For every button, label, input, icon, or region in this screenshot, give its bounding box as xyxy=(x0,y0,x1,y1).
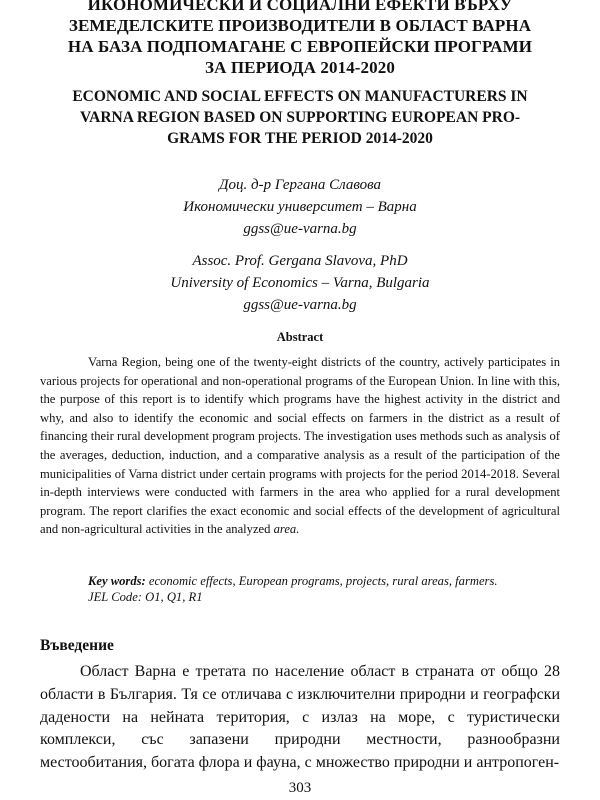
title-en-line: ECONOMIC AND SOCIAL EFFECTS ON MANUFACTURERS IN xyxy=(72,88,528,105)
title-en-line: GRAMS FOR THE PERIOD 2014-2020 xyxy=(167,130,433,147)
keywords-text: economic effects, European programs, projects, rural areas, farmers. xyxy=(148,574,498,588)
author-name-bg: Доц. д-р Гергана Славова xyxy=(218,177,382,193)
title-en-line: VARNA REGION BASED ON SUPPORTING EUROPEAN PRO- xyxy=(79,109,521,126)
author-block xyxy=(0,174,600,316)
introduction-text: Област Варна е третата по население област в страната от общо 28 области в България. Тя се отличава с изключителни природни и географски дадености на нейната територия, с излаз на море, с туристически комплекси, със запазени природни местности, разнообразни местообитания, богата флора и фауна, с множество природни и антропоген- xyxy=(40,663,560,772)
title-english xyxy=(12,86,588,149)
title-bg-line: НА БАЗА ПОДПОМАГАНЕ С ЕВРОПЕЙСКИ ПРОГРАМИ xyxy=(67,37,533,56)
abstract-heading: Abstract xyxy=(276,330,324,344)
author-email-bg[interactable]: ggss@ue-varna.bg xyxy=(243,221,357,237)
keywords-line xyxy=(88,572,588,590)
abstract-text-main: Varna Region, being one of the twenty-eight districts of the country, actively participates in various projects for operational and non-operational programs of the European Union. In line with this, the purpose of this report is to identify which programs have the highest activity in the district and why, and also to identify the economic and social effects on farmers in the district as a result of financing their rural development program projects. The investigation uses methods such as analysis of the averages, deduction, induction, and a comparative analysis as a result of the participation of the municipalities of Varna district under certain programs with projects for the period 2014-2018. Several in-depth interviews were conducted with farmers in the area who applied for a rural development program. The report clarifies the exact economic and social effects of the development of agricultural and non-agricultural activities in the analyzed xyxy=(40,355,560,537)
introduction-heading: Въведение xyxy=(40,637,114,654)
keywords-label: Key words: xyxy=(88,574,146,588)
page-number: 303 xyxy=(288,780,312,796)
author-affiliation-en: University of Economics – Varna, Bulgaria xyxy=(170,275,430,291)
author-affiliation-bg: Икономически университет – Варна xyxy=(183,199,417,215)
jel-code: JEL Code: O1, Q1, R1 xyxy=(88,590,203,604)
abstract-last-word: area. xyxy=(273,522,300,537)
author-name-en: Assoc. Prof. Gergana Slavova, PhD xyxy=(192,253,408,269)
title-bg-line: ИКОНОМИЧЕСКИ И СОЦИАЛНИ ЕФЕКТИ ВЪРХУ xyxy=(87,0,513,14)
title-bulgarian xyxy=(20,0,580,78)
title-bg-line: ЗА ПЕРИОДА 2014-2020 xyxy=(205,58,395,77)
abstract-text xyxy=(40,353,560,539)
title-bg-line: ЗЕМЕДЕЛСКИТЕ ПРОИЗВОДИТЕЛИ В ОБЛАСТ ВАРНА xyxy=(68,16,532,35)
author-email-en[interactable]: ggss@ue-varna.bg xyxy=(243,297,357,313)
